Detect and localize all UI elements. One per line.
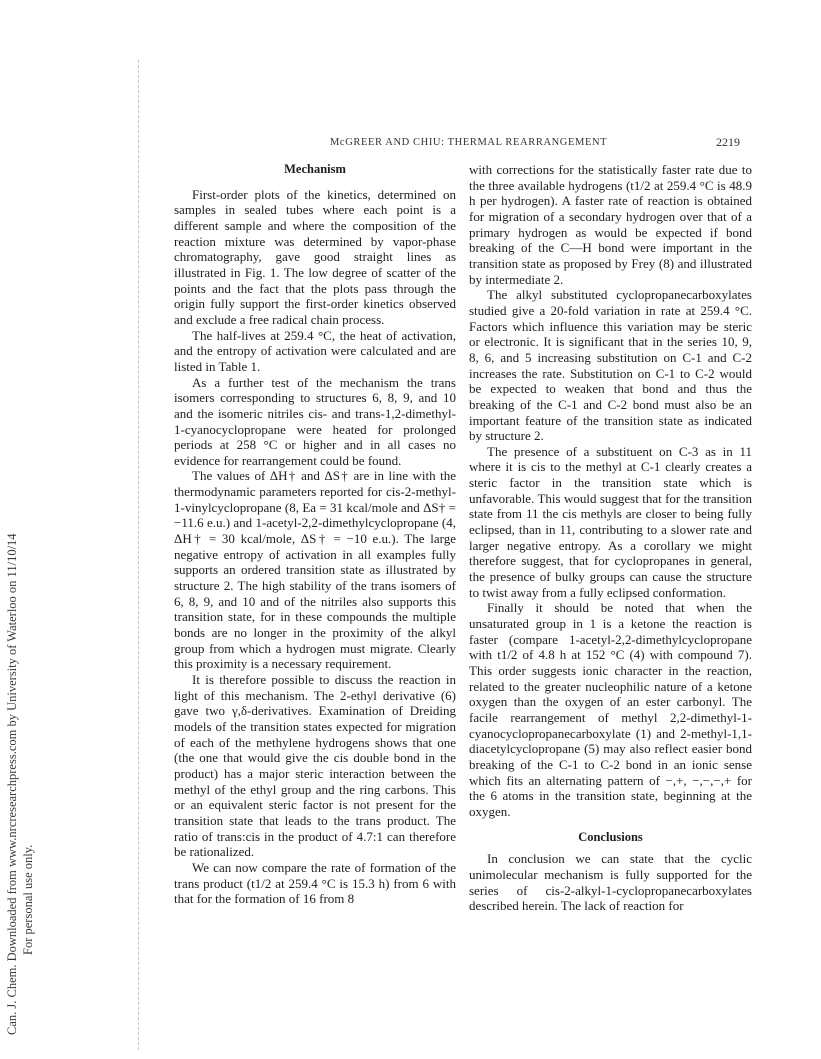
paragraph: We can now compare the rate of formation of the trans product (t1/2 at 259.4 °C is 15.3 h) from 6 with that for the formation of 16 from 8 [174, 859, 456, 907]
paragraph: The half-lives at 259.4 °C, the heat of activation, and the entropy of activation were calculated and are listed in Table 1. [174, 327, 456, 374]
paragraph: The alkyl substituted cyclopropanecarboxylates studied give a 20-fold variation in rate at 259.4 °C. Factors which influence this variation may be steric or electronic. It is significant that in the series 10, 9, 8, 6, and 5 increasing substitution on C-1 and C-2 increases the rate. Substitution on C-1 to C-2 would be expected to weaken that bond and thus the breaking of the C-1 and C-2 bond must also be an important feature of the transition state as indicated by structure 2. [469, 287, 752, 444]
section-heading-conclusions: Conclusions [578, 829, 643, 844]
paragraph: The presence of a substituent on C-3 as in 11 where it is cis to the methyl at C-1 clearly creates a steric factor in the transition state which is unfavorable. This would suggest that for the transition state from 11 the cis methyls are closer to being fully eclipsed, than in 11, contributing to a slower rate and larger negative entropy. As a corollary we might therefore suggest, that for cyclopropanes in general, the presence of bulky groups can cause the structure to twist away from a fully eclipsed conformation. [469, 443, 752, 600]
page-number: 2219 [716, 135, 740, 149]
watermark-line-1: Can. J. Chem. Downloaded from www.nrcresearchpress.com by University of Waterloo on 11/10/14 [5, 533, 19, 1035]
paragraph: The values of ΔH† and ΔS† are in line with the thermodynamic parameters reported for cis-2-methyl-1-vinylcyclopropane (8, Ea = 31 kcal/mole and ΔS† = −11.6 e.u.) and 1-acetyl-2,2-dimethylcyclopropane (4, ΔH† = 30 kcal/mole, ΔS† = −10 e.u.). The large negative entropy of activation in all examples fully supports an ordered transition state as illustrated by structure 2. The high stability of the trans isomers of 6, 8, 9, and 10 and of the nitriles also supports this transition state, for in these compounds the multiple bonds are no longer in the proximity of the alkyl group from which a hydrogen must migrate. Clearly this proximity is a necessary requirement. [174, 468, 456, 672]
paragraph: As a further test of the mechanism the trans isomers corresponding to structures 6, 8, 9, and 10 and the isomeric nitriles cis- and trans-1,2-dimethyl-1-cyanocyclopropane were heated for prolonged periods at 258 °C or higher and in all cases no evidence for rearrangement could be found. [174, 374, 456, 468]
left-column [174, 162, 456, 907]
paragraph: with corrections for the statistically faster rate due to the three available hydrogens (t1/2 at 259.4 °C is 48.9 h per hydrogen). A faster rate of reaction is obtained for migration of a secondary hydrogen over that of a primary hydrogen as would be expected if bond breaking of the C—H bond were important in the transition state as proposed by Frey (8) and illustrated by intermediate 2. [469, 162, 752, 287]
margin-rule [138, 60, 140, 1050]
paragraph: First-order plots of the kinetics, determined on samples in sealed tubes where each point is a different sample and where the composition of the reaction mixture was determined by vapor-phase chromatography, gave good straight lines as illustrated in Fig. 1. The low degree of scatter of the points and the fact that the plots pass through the origin fully support the first-order kinetics observed and exclude a free radical chain process. [174, 186, 456, 327]
running-title: McGREER AND CHIU: THERMAL REARRANGEMENT [330, 137, 608, 148]
paragraph: In conclusion we can state that the cyclic unimolecular mechanism is fully supported for the series of cis-2-alkyl-1-cyclopropanecarboxylates described herein. The lack of reaction for [469, 851, 752, 914]
right-column [469, 162, 752, 914]
page-header [180, 135, 740, 151]
section-heading-mechanism: Mechanism [284, 162, 346, 176]
paragraph: It is therefore possible to discuss the reaction in light of this mechanism. The 2-ethyl derivative (6) gave two γ,δ-derivatives. Examination of Dreiding models of the transition states expected for migration of each of the methylene hydrogens shows that one (the one that would give the cis double bond in the product) has a major steric interaction between the methyl of the ethyl group and the ring carbons. This or an equivalent steric factor is not present for the transition state that leads to the trans product. The ratio of trans:cis in the product of 4.7:1 can therefore be rationalized. [174, 672, 456, 860]
watermark-line-2: For personal use only. [21, 844, 35, 955]
paragraph: Finally it should be noted that when the unsaturated group in 1 is a ketone the reaction is faster (compare 1-acetyl-2,2-dimethylcyclopropane with t1/2 of 4.8 h at 152 °C (4) with compound 7). This order suggests ionic character in the reaction, related to the greater nucleophilic nature of a ketone oxygen than the oxygen of an ester carbonyl. The facile rearrangement of methyl 2,2-dimethyl-1-cyanocyclopropanecarboxylate (1) and 2-methyl-1,1-diacetylcyclopropane (5) may also reflect easier bond breaking of the C-1 to C-2 bond in an ionic sense which fits an alternating pattern of −,+, −,−,−,+ for the 6 atoms in the transition state, beginning at the oxygen. [469, 600, 752, 819]
